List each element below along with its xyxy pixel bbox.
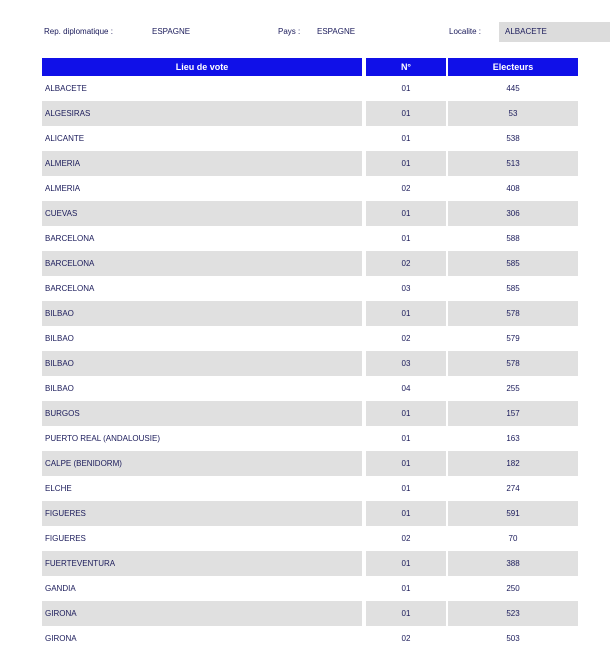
cell-num: 02 (366, 251, 446, 276)
cell-electeurs: 53 (448, 101, 578, 126)
polling-stations-table (42, 58, 578, 651)
cell-electeurs: 306 (448, 201, 578, 226)
cell-num: 01 (401, 134, 411, 143)
cell-electeurs: 513 (448, 151, 578, 176)
cell-electeurs: 255 (506, 384, 520, 393)
cell-num: 01 (366, 301, 446, 326)
table-row (42, 626, 578, 651)
column-header-lieu: Lieu de vote (42, 58, 362, 76)
table-row (42, 301, 578, 326)
cell-lieu: ALMERIA (42, 151, 362, 176)
cell-electeurs: 70 (508, 534, 518, 543)
cell-num: 01 (366, 451, 446, 476)
cell-electeurs: 588 (506, 234, 520, 243)
cell-lieu: GANDIA (45, 584, 76, 593)
table-row (42, 326, 578, 351)
cell-electeurs: 578 (448, 351, 578, 376)
table-row (42, 551, 578, 576)
cell-lieu: ELCHE (45, 484, 72, 493)
cell-electeurs: 579 (506, 334, 520, 343)
cell-electeurs: 163 (506, 434, 520, 443)
table-row (42, 351, 578, 376)
localite-field (499, 22, 610, 42)
cell-lieu: FUERTEVENTURA (42, 551, 362, 576)
table-row (42, 426, 578, 451)
table-row (42, 576, 578, 601)
cell-lieu: BILBAO (45, 334, 74, 343)
cell-num: 02 (401, 534, 411, 543)
table-row (42, 526, 578, 551)
cell-num: 01 (401, 434, 411, 443)
table-row (42, 151, 578, 176)
table-row (42, 376, 578, 401)
cell-electeurs: 388 (448, 551, 578, 576)
cell-electeurs: 578 (448, 301, 578, 326)
cell-electeurs: 274 (506, 484, 520, 493)
table-row (42, 251, 578, 276)
localite-value: ALBACETE (505, 27, 547, 36)
rep-diplomatique-label: Rep. diplomatique : (44, 27, 113, 36)
cell-electeurs: 250 (506, 584, 520, 593)
cell-lieu: BURGOS (42, 401, 362, 426)
cell-num: 01 (366, 101, 446, 126)
table-header-row (42, 58, 578, 76)
cell-electeurs: 591 (448, 501, 578, 526)
cell-num: 01 (366, 551, 446, 576)
table-row (42, 201, 578, 226)
table-row (42, 451, 578, 476)
cell-num: 01 (401, 84, 411, 93)
pays-value: ESPAGNE (317, 27, 356, 36)
cell-num: 03 (401, 284, 411, 293)
cell-electeurs: 157 (448, 401, 578, 426)
cell-num: 01 (401, 234, 411, 243)
cell-num: 02 (401, 634, 411, 643)
cell-lieu: ALICANTE (45, 134, 85, 143)
cell-num: 02 (401, 334, 411, 343)
table-row (42, 226, 578, 251)
cell-lieu: BARCELONA (45, 284, 95, 293)
pays-label: Pays : (278, 27, 301, 36)
cell-lieu: GIRONA (42, 601, 362, 626)
cell-lieu: FIGUERES (42, 501, 362, 526)
column-header-num: N° (366, 58, 446, 76)
table-row (42, 76, 578, 101)
cell-num: 04 (401, 384, 411, 393)
cell-electeurs: 585 (448, 251, 578, 276)
cell-lieu: BILBAO (42, 301, 362, 326)
document-header (0, 22, 610, 42)
cell-lieu: FIGUERES (45, 534, 86, 543)
cell-lieu: BARCELONA (42, 251, 362, 276)
table-row (42, 126, 578, 151)
cell-lieu: BARCELONA (45, 234, 95, 243)
cell-num: 01 (366, 601, 446, 626)
cell-lieu: ALBACETE (45, 84, 87, 93)
cell-lieu: ALMERIA (45, 184, 81, 193)
cell-num: 01 (366, 401, 446, 426)
cell-lieu: GIRONA (45, 634, 77, 643)
cell-electeurs: 585 (506, 284, 520, 293)
cell-num: 01 (366, 151, 446, 176)
cell-electeurs: 503 (506, 634, 520, 643)
cell-num: 01 (401, 484, 411, 493)
cell-lieu: CUEVAS (42, 201, 362, 226)
table-row (42, 276, 578, 301)
table-row (42, 476, 578, 501)
cell-lieu: ALGESIRAS (42, 101, 362, 126)
table-row (42, 101, 578, 126)
cell-lieu: BILBAO (45, 384, 74, 393)
cell-lieu: BILBAO (42, 351, 362, 376)
table-body (42, 76, 578, 651)
cell-electeurs: 523 (448, 601, 578, 626)
table-row (42, 501, 578, 526)
cell-electeurs: 182 (448, 451, 578, 476)
cell-num: 01 (366, 201, 446, 226)
table-row (42, 401, 578, 426)
cell-electeurs: 408 (506, 184, 520, 193)
column-header-electeurs: Electeurs (448, 58, 578, 76)
cell-num: 02 (401, 184, 411, 193)
cell-electeurs: 538 (506, 134, 520, 143)
cell-num: 01 (401, 584, 411, 593)
cell-num: 01 (366, 501, 446, 526)
cell-lieu: CALPE (BENIDORM) (42, 451, 362, 476)
localite-label: Localite : (449, 27, 482, 36)
table-row (42, 601, 578, 626)
cell-electeurs: 445 (506, 84, 520, 93)
rep-diplomatique-value: ESPAGNE (152, 27, 191, 36)
table-row (42, 176, 578, 201)
cell-num: 03 (366, 351, 446, 376)
cell-lieu: PUERTO REAL (ANDALOUSIE) (45, 434, 160, 443)
